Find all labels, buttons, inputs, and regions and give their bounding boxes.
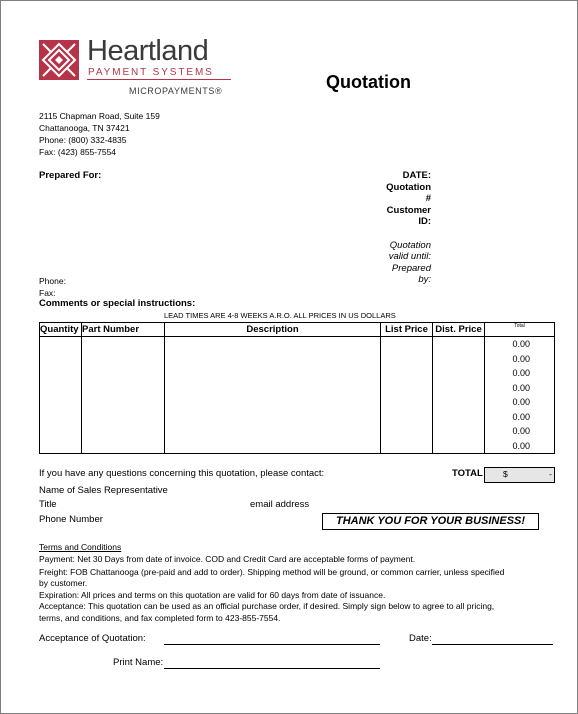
header-dist-price: Dist. Price xyxy=(433,323,485,337)
quantity-cell[interactable] xyxy=(40,381,82,396)
items-table xyxy=(39,322,554,468)
grand-total-box xyxy=(484,467,555,483)
quantity-cell[interactable] xyxy=(40,352,82,367)
header-total: Total xyxy=(485,323,555,337)
dist-price-cell[interactable] xyxy=(433,337,485,352)
description-cell[interactable] xyxy=(165,352,381,367)
fax-line: Fax: (423) 855-7554 xyxy=(39,147,117,157)
customer-id-label-2: ID: xyxy=(418,216,431,227)
table-row xyxy=(40,439,555,454)
total-cell: 0.00 xyxy=(485,410,555,425)
list-price-cell[interactable] xyxy=(381,439,433,454)
company-name: Heartland xyxy=(87,35,209,67)
header-part-number: Part Number xyxy=(82,323,165,337)
date-signature-line[interactable] xyxy=(432,644,553,645)
total-cell: 0.00 xyxy=(485,439,555,454)
doc-title: Quotation xyxy=(326,72,411,92)
description-cell[interactable] xyxy=(165,366,381,381)
dist-price-cell[interactable] xyxy=(433,366,485,381)
part-number-cell[interactable] xyxy=(82,352,165,367)
quantity-cell[interactable] xyxy=(40,395,82,410)
total-cell: 0.00 xyxy=(485,366,555,381)
table-row xyxy=(40,395,555,410)
terms-line: terms, and conditions, and fax completed form to 423-855-7554. xyxy=(39,613,281,623)
quantity-cell[interactable] xyxy=(40,366,82,381)
list-price-cell[interactable] xyxy=(381,366,433,381)
description-cell[interactable] xyxy=(165,381,381,396)
part-number-cell[interactable] xyxy=(82,424,165,439)
date-signature-label: Date: xyxy=(409,633,432,644)
dist-price-cell[interactable] xyxy=(433,381,485,396)
total-cell: 0.00 xyxy=(485,337,555,352)
dist-price-cell[interactable] xyxy=(433,352,485,367)
part-number-cell[interactable] xyxy=(82,337,165,352)
list-price-cell[interactable] xyxy=(381,424,433,439)
description-cell[interactable] xyxy=(165,395,381,410)
quotation-number-label: Quotation xyxy=(386,182,431,193)
acceptance-label: Acceptance of Quotation: xyxy=(39,633,146,644)
phone-number-label: Phone Number xyxy=(39,514,103,525)
terms-line: Acceptance: This quotation can be used as an official purchase order, if desired. Simply sign below to agree to all pricing, xyxy=(39,601,495,611)
dist-price-cell[interactable] xyxy=(433,395,485,410)
quantity-cell[interactable] xyxy=(40,439,82,454)
part-number-cell[interactable] xyxy=(82,439,165,454)
table-row xyxy=(40,366,555,381)
contact-prompt: If you have any questions concerning this quotation, please contact: xyxy=(39,468,325,479)
part-number-cell[interactable] xyxy=(82,395,165,410)
print-name-label: Print Name: xyxy=(113,657,164,668)
valid-until-label: Quotation xyxy=(389,240,431,251)
thank-you-banner: THANK YOU FOR YOUR BUSINESS! xyxy=(322,513,539,530)
acceptance-signature-line[interactable] xyxy=(164,644,380,645)
comments-label: Comments or special instructions: xyxy=(39,298,196,309)
dist-price-cell[interactable] xyxy=(433,424,485,439)
quotation-number-hash: # xyxy=(425,193,431,204)
table-row xyxy=(40,424,555,439)
description-cell[interactable] xyxy=(165,410,381,425)
part-number-cell[interactable] xyxy=(82,381,165,396)
description-cell[interactable] xyxy=(165,337,381,352)
table-row xyxy=(40,352,555,367)
terms-line: Expiration: All prices and terms on this quotation are valid for 60 days from date of issuance. xyxy=(39,590,386,600)
company-subtitle: PAYMENT SYSTEMS xyxy=(88,67,214,78)
dist-price-cell[interactable] xyxy=(433,439,485,454)
description-cell[interactable] xyxy=(165,439,381,454)
part-number-cell[interactable] xyxy=(82,366,165,381)
description-cell[interactable] xyxy=(165,424,381,439)
customer-phone-label: Phone: xyxy=(39,276,66,286)
total-label: TOTAL xyxy=(452,468,483,479)
table-row xyxy=(40,410,555,425)
company-division: MICROPAYMENTS® xyxy=(129,86,223,96)
prepared-for-label: Prepared For: xyxy=(39,170,102,181)
address-line: Chattanooga, TN 37421 xyxy=(39,123,130,133)
prepared-by-label-2: by: xyxy=(418,274,431,285)
quantity-cell[interactable] xyxy=(40,424,82,439)
terms-line: Freight: FOB Chattanooga (pre-paid and add to order). Shipping method will be ground, or common carrier, unless specified xyxy=(39,567,505,577)
total-cell: 0.00 xyxy=(485,352,555,367)
list-price-cell[interactable] xyxy=(381,410,433,425)
customer-id-label: Customer xyxy=(386,205,431,216)
brand-rule xyxy=(87,79,231,80)
table-row xyxy=(40,337,555,352)
email-label: email address xyxy=(250,499,310,510)
lead-times-note: LEAD TIMES ARE 4-8 WEEKS A.R.O. ALL PRICES IN US DOLLARS xyxy=(164,311,396,320)
grand-total-value: - xyxy=(549,469,552,479)
valid-until-label-2: valid until: xyxy=(388,251,431,262)
list-price-cell[interactable] xyxy=(381,395,433,410)
terms-line: by customer. xyxy=(39,578,88,588)
header-quantity: Quantity xyxy=(40,323,82,337)
table-row xyxy=(40,381,555,396)
list-price-cell[interactable] xyxy=(381,337,433,352)
quantity-cell[interactable] xyxy=(40,410,82,425)
quantity-cell[interactable] xyxy=(40,337,82,352)
header-description: Description xyxy=(165,323,381,337)
print-name-line[interactable] xyxy=(164,668,380,669)
total-cell: 0.00 xyxy=(485,395,555,410)
list-price-cell[interactable] xyxy=(381,381,433,396)
date-label: DATE: xyxy=(402,170,431,181)
list-price-cell[interactable] xyxy=(381,352,433,367)
sales-rep-label: Name of Sales Representative xyxy=(39,485,168,496)
grand-total-currency: $ xyxy=(503,469,508,479)
terms-line: Payment: Net 30 Days from date of invoice. COD and Credit Card are acceptable forms of payment. xyxy=(39,554,416,564)
dist-price-cell[interactable] xyxy=(433,410,485,425)
total-cell: 0.00 xyxy=(485,424,555,439)
phone-line: Phone: (800) 332-4835 xyxy=(39,135,127,145)
heartland-logo-icon xyxy=(39,40,79,80)
total-cell: 0.00 xyxy=(485,381,555,396)
terms-heading: Terms and Conditions xyxy=(39,542,122,552)
address-line: 2115 Chapman Road, Suite 159 xyxy=(39,111,160,121)
header-list-price: List Price xyxy=(381,323,433,337)
part-number-cell[interactable] xyxy=(82,410,165,425)
prepared-by-label: Prepared xyxy=(391,263,431,274)
title-label: Title xyxy=(39,499,57,510)
customer-fax-label: Fax: xyxy=(39,288,56,298)
